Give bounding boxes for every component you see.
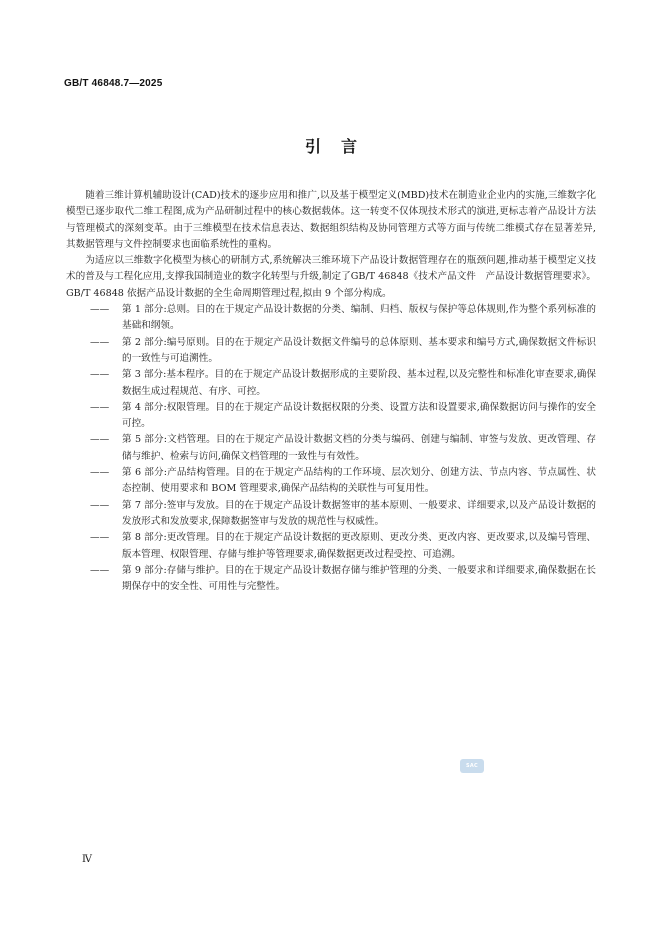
part-list-item bbox=[66, 530, 596, 563]
list-dash: —— bbox=[90, 467, 110, 479]
part-description: 目的在于规定产品设计数据权限的分类、设置方法和设置要求,确保数据访问与操作的安全可控。 bbox=[122, 401, 596, 430]
list-dash: —— bbox=[90, 564, 110, 576]
part-label: 第 3 部分:基本程序。 bbox=[122, 369, 215, 381]
document-body bbox=[66, 188, 596, 595]
part-description: 目的在于规定产品设计数据形成的主要阶段、基本过程,以及完整性和标准化审查要求,确保数据生成过程规范、有序、可控。 bbox=[122, 369, 596, 397]
list-dash: —— bbox=[90, 532, 110, 544]
part-list-item bbox=[66, 432, 596, 465]
list-dash: —— bbox=[90, 304, 110, 316]
part-list-item bbox=[66, 465, 596, 498]
list-dash: —— bbox=[90, 401, 110, 413]
part-description: 目的在于规定产品设计数据的更改原则、更改分类、更改内容、更改要求,以及编号管理、版本管理、权限管理、存储与维护等管理要求,确保数据更改过程受控、可追溯。 bbox=[122, 532, 596, 560]
part-list-item bbox=[66, 302, 596, 335]
part-description: 目的在于规定产品设计数据的分类、编制、归档、版权与保护等总体规则,作为整个系列标准的基础和纲领。 bbox=[122, 304, 596, 332]
list-dash: —— bbox=[90, 336, 110, 348]
part-list-item bbox=[66, 367, 596, 400]
standard-code: GB/T 46848.7—2025 bbox=[64, 78, 163, 89]
part-label: 第 2 部分:编号原则。 bbox=[122, 336, 216, 348]
part-list-item bbox=[66, 335, 596, 368]
part-label: 第 8 部分:更改管理。 bbox=[122, 532, 216, 544]
part-label: 第 9 部分:存储与维护。 bbox=[122, 564, 225, 576]
sac-watermark-logo: SAC bbox=[460, 759, 484, 773]
list-dash: —— bbox=[90, 434, 110, 446]
page-title: 引言 bbox=[304, 137, 377, 156]
part-label: 第 6 部分:产品结构管理。 bbox=[122, 467, 236, 479]
part-description: 目的在于规定产品设计数据签审的基本原则、一般要求、详细要求,以及产品设计数据的发放形式和发放要求,保障数据签审与发放的规范性与权威性。 bbox=[122, 499, 596, 527]
page-number: Ⅳ bbox=[82, 854, 92, 865]
part-label: 第 4 部分:权限管理。 bbox=[122, 401, 216, 413]
part-description: 目的在于规定产品结构的工作环境、层次划分、创建方法、节点内容、节点属性、状态控制、使用要求和 BOM 管理要求,确保产品结构的关联性与可复用性。 bbox=[122, 467, 596, 495]
part-label: 第 5 部分:文档管理。 bbox=[122, 434, 216, 446]
part-label: 第 1 部分:总则。 bbox=[122, 304, 196, 316]
part-description: 目的在于规定产品设计数据文档的分类与编码、创建与编制、审签与发放、更改管理、存储与维护、检索与访问,确保文档管理的一致性与有效性。 bbox=[122, 434, 596, 462]
part-description: 目的在于规定产品设计数据文件编号的总体原则、基本要求和编号方式,确保数据文件标识的一致性与可追溯性。 bbox=[122, 336, 596, 364]
part-list-item bbox=[66, 563, 596, 596]
parts-list bbox=[66, 302, 596, 595]
intro-paragraph-1: 随着三维计算机辅助设计(CAD)技术的逐步应用和推广,以及基于模型定义(MBD)技术在制造业企业内的实施,三维数字化模型已逐步取代二维工程图,成为产品研制过程中的核心数据载体。这一转变不仅体现技术形式的演进,更标志着产品设计方法与管理模式的深刻变革。由于三维模型在技术信息表达、数据组织结构及协同管理方式等方面与传统二维模式存在显著差异,其数据管理与文件控制要求也面临系统性的重构。 bbox=[66, 190, 596, 250]
list-dash: —— bbox=[90, 369, 110, 381]
part-list-item bbox=[66, 400, 596, 433]
part-list-item bbox=[66, 498, 596, 531]
part-label: 第 7 部分:签审与发放。 bbox=[122, 499, 225, 511]
list-dash: —— bbox=[90, 499, 110, 511]
part-description: 目的在于规定产品设计数据存储与维护管理的分类、一般要求和详细要求,确保数据在长期保存中的安全性、可用性与完整性。 bbox=[122, 564, 596, 593]
intro-paragraph-2: 为适应以三维数字化模型为核心的研制方式,系统解决三维环境下产品设计数据管理存在的瓶颈问题,推动基于模型定义技术的普及与工程化应用,支撑我国制造业的数字化转型与升级,制定了GB/T 46848《技术产品文件 产品设计数据管理要求》。GB/T 46848 依据产品设计数据的全生命周期管理过程,拟由 9 个部分构成。 bbox=[66, 255, 596, 299]
